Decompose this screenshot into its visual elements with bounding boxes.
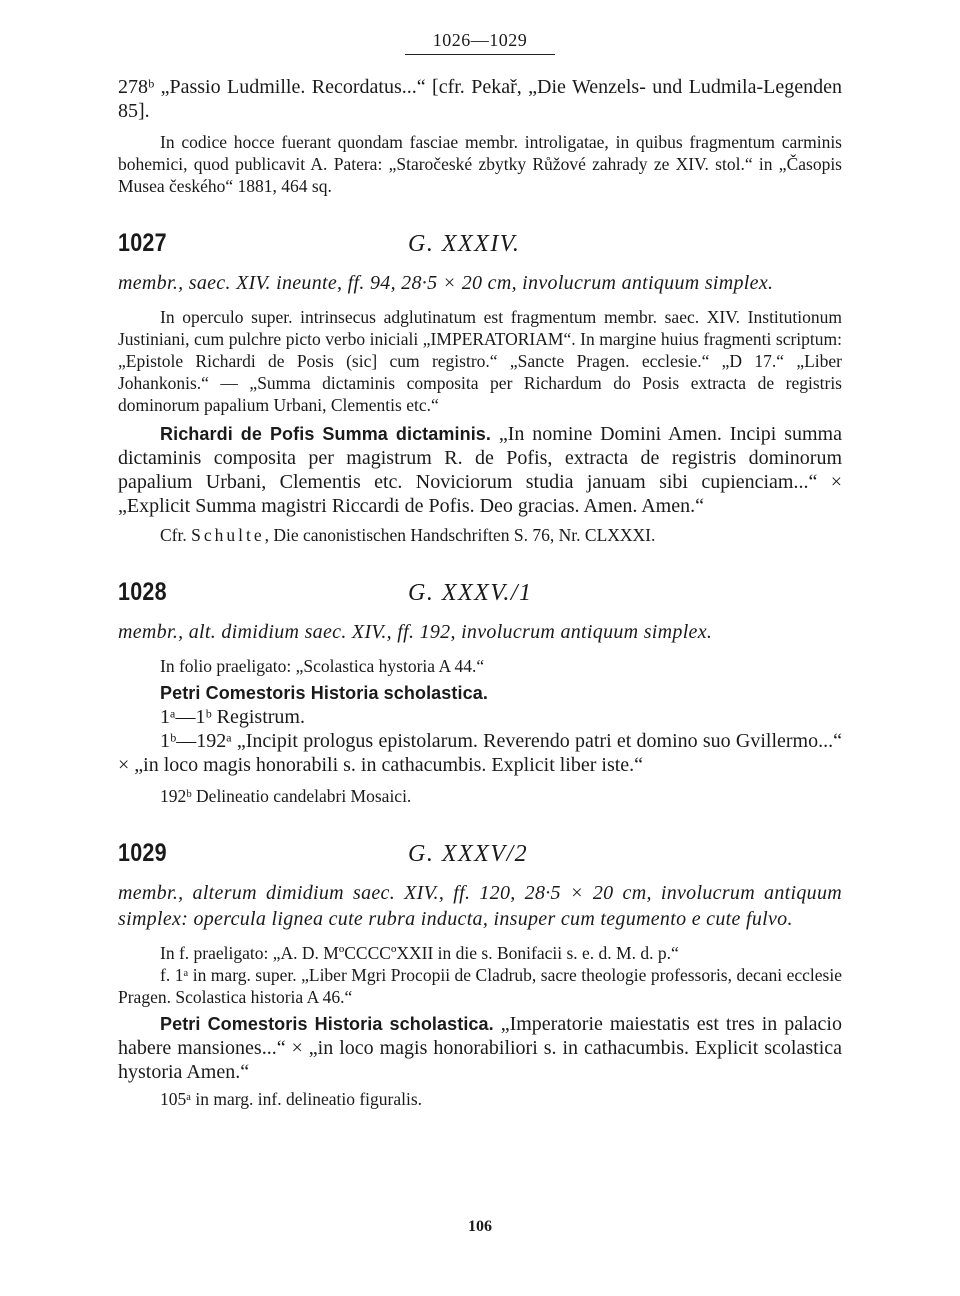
- entry-1027-work: [118, 422, 842, 518]
- entry-1029-delineatio: 105ᵃ in marg. inf. delineatio figuralis.: [160, 1089, 423, 1109]
- entry-1028-work-title: Petri Comestoris Historia scholastica.: [160, 683, 488, 703]
- entry-1029-work: [118, 1012, 842, 1084]
- entry-1029-work-title: Petri Comestoris Historia scholastica.: [160, 1014, 494, 1034]
- entry-1029-description: membr., alterum dimidium saec. XIV., ff. 120, 28·5 × 20 cm, involucrum antiquum simplex: opercula lignea cute rubra inducta, insuper cum tegumento e cute fulvo.: [118, 882, 842, 930]
- entry-1028-heading: [118, 578, 842, 607]
- page-content: [118, 30, 842, 1110]
- entry-1027-work-title: Richardi de Pofis Summa dictaminis.: [160, 424, 492, 444]
- entry-1029-signature: G. XXXV/2: [408, 841, 529, 867]
- entry-1027-signature: G. XXXIV.: [408, 231, 521, 257]
- entry-1028-prologus: 1ᵇ—192ᵃ „Incipit prologus epistolarum. Reverendo patri et domino suo Gvillermo...“ × „in loco magis honorabili s. in cathacumbis. Explicit liber iste.“: [118, 730, 842, 776]
- entry-1028-note: In folio praeligato: „Scolastica hystoria A 44.“: [160, 656, 485, 676]
- folio-number: 106: [468, 1218, 492, 1235]
- entry-1027-description: membr., saec. XIV. ineunte, ff. 94, 28·5 × 20 cm, involucrum antiquum simplex.: [118, 272, 774, 294]
- entry-1027-cfr-author: Schulte: [191, 525, 265, 545]
- entry-1026-tail: [118, 75, 842, 197]
- entry-1027-cfr-rest: , Die canonistischen Handschriften S. 76, Nr. CLXXXI.: [264, 525, 656, 545]
- entry-1027-number: 1027: [118, 229, 167, 257]
- running-head-text: 1026—1029: [405, 30, 556, 55]
- entry-1027-reference: [118, 524, 842, 546]
- entry-1027-note: In operculo super. intrinsecus adglutinatum est fragmentum membr. saec. XIV. Institutionum Justiniani, cum pulchre picto verbo iniciali „IMPERATORIAM“. In margine huius fragmenti scriptum: „Epistole Richardi de Posis (sic] cum registro.“ „Sancte Pragen. ecclesie.“ „D 17.“ „Liber Johankonis.“ — „Summa dictaminis composita per Richardum do Posis extracta de registris dominorum papalium Urbani, Clementis etc.“: [118, 307, 842, 415]
- entry-1028: [118, 578, 842, 807]
- entry-1029-number: 1029: [118, 839, 167, 867]
- running-head: [118, 30, 842, 55]
- entry-1028-description: membr., alt. dimidium saec. XIV., ff. 192, involucrum antiquum simplex.: [118, 621, 713, 643]
- entry-1028-number: 1028: [118, 578, 167, 606]
- entry-1027-work-text: „In nomine Domini Amen. Incipi summa dictaminis composita per magistrum R. de Pofis, extracta de registris dominorum papalium Urbani, Clementis etc. Noviciorum studia januam sibi cupienciam...“ × „Explicit Summa magistri Riccardi de Pofis. Deo gracias. Amen. Amen.“: [118, 423, 842, 517]
- entry-1029-note-praeligato: In f. praeligato: „A. D. MºCCCCºXXII in die s. Bonifacii s. e. d. M. d. p.“: [160, 943, 679, 963]
- entry-1027-heading: [118, 229, 842, 258]
- entry-1028-signature: G. XXXV./1: [408, 580, 533, 606]
- entry-1028-work-title-line: [118, 681, 842, 705]
- entry-1026-note: In codice hocce fuerant quondam fasciae membr. introligatae, in quibus fragmentum carminis bohemici, quod publicavit A. Patera: „Staročeské zbytky Růžové zahrady ze XIV. stol.“ in „Časopis Musea českého“ 1881, 464 sq.: [118, 132, 842, 196]
- entry-1026-incipit: 278ᵇ „Passio Ludmille. Recordatus...“ [cfr. Pekař, „Die Wenzels- und Ludmila-Legenden 85].: [118, 76, 842, 122]
- entry-1029: [118, 839, 842, 1110]
- entry-1029-note-margin: f. 1ᵃ in marg. super. „Liber Mgri Procopii de Cladrub, sacre theologie professoris, decani ecclesie Pragen. Scolastica historia A 46.“: [118, 965, 842, 1007]
- entry-1028-registrum: 1ᵃ—1ᵇ Registrum.: [160, 706, 305, 728]
- entry-1027-cfr-prefix: Cfr.: [160, 525, 192, 545]
- entry-1027: [118, 229, 842, 546]
- entry-1029-work-text: „Imperatorie maiestatis est tres in palacio habere mansiones...“ × „in loco magis honorabiliori s. in cathacumbis. Explicit scolastica hystoria Amen.“: [118, 1013, 842, 1083]
- entry-1029-heading: [118, 839, 842, 868]
- entry-1028-delineatio: 192ᵇ Delineatio candelabri Mosaici.: [160, 786, 412, 806]
